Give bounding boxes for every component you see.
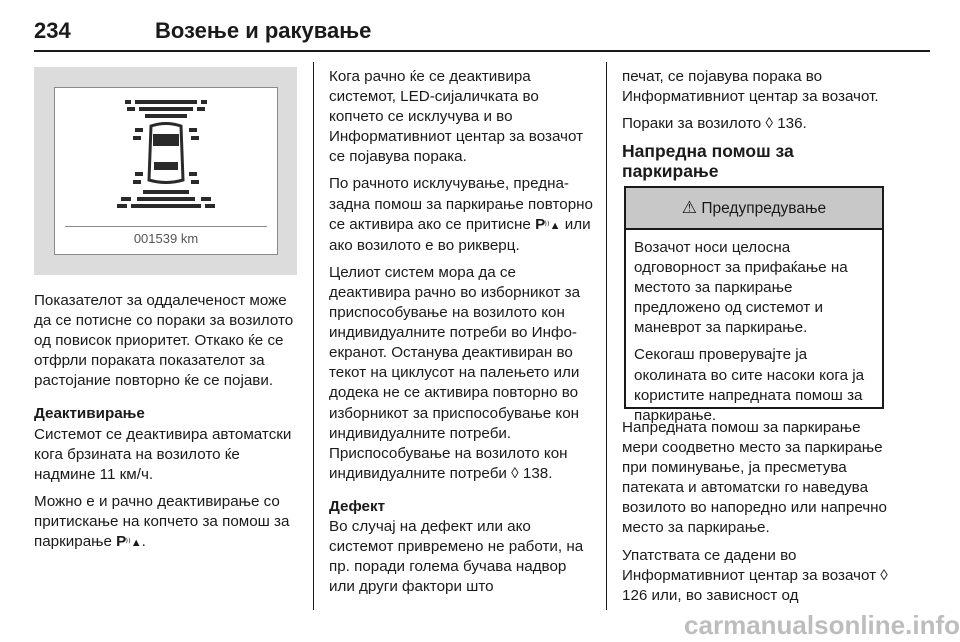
page-number: 234 (34, 18, 71, 43)
display-divider (65, 226, 267, 227)
header-rule (34, 50, 930, 52)
reference-arrow-icon: ◊ (511, 464, 519, 482)
section-heading-deactivation: Деактивирање (34, 405, 145, 423)
distance-bars-graphic (55, 88, 277, 228)
paragraph-text: Упатствата се дадени во Информативниот центар за возачот (622, 546, 877, 584)
page-reference[interactable]: 126 или, во зависност од (622, 586, 799, 604)
paragraph (34, 492, 300, 553)
park-assist-icon: P (535, 215, 545, 233)
page-title: Возење и ракување (155, 18, 372, 43)
paragraph-text: или ако возилото е во рикверц. (329, 215, 591, 254)
paragraph (329, 174, 595, 255)
column-divider (606, 62, 607, 610)
warning-box (624, 186, 884, 424)
punctuation: . (141, 533, 146, 551)
column-2 (329, 67, 595, 604)
paragraph: Системот се деактивира автоматски кога брзината на возилото ќе надмине 11 км/ч. (34, 425, 292, 483)
page-reference[interactable]: 138. (522, 464, 553, 482)
park-assist-icon: P (116, 533, 126, 551)
column-3 (622, 67, 888, 181)
warning-title: Предупредување (701, 200, 827, 217)
page-reference[interactable]: 136. (777, 115, 807, 133)
section-heading-advanced-park-assist: Напредна помош за паркирање (622, 141, 794, 182)
warning-triangle-icon: ⚠ (681, 198, 698, 217)
paragraph: Во случај на дефект или ако системот привремено не работи, на пр. поради голема бучава надвор или други фактори што (329, 517, 584, 596)
section-heading-defect: Дефект (329, 497, 386, 515)
odometer-reading: 001539 km (133, 231, 199, 246)
paragraph: Кога рачно ќе се деактивира системот, LED-сијаличката во копчето се исклучува и во Информативниот центар за возачот се појавува порака. (329, 68, 584, 166)
column-divider (313, 62, 314, 610)
display-screen (54, 87, 278, 255)
reference-arrow-icon: ◊ (765, 115, 773, 133)
warning-paragraph: Секогаш проверувајте ја околината во сите насоки кога ја користите напредната помош за паркирање. (634, 346, 865, 424)
paragraph-text: Можно е и рачно деактивирање со притискање на копчето за помош за паркирање (34, 492, 290, 551)
park-assist-waves-icon: ⁾⁾▲ (125, 537, 142, 550)
paragraph: печат, се појавува порака во Информативниот центар за возачот. (622, 68, 879, 106)
warning-paragraph: Возачот носи целосна одговорност за прифаќање на местото за паркирање предложено од системот и маневрот за паркирање. (634, 239, 848, 337)
paragraph (622, 546, 888, 606)
paragraph: Напредната помош за паркирање мери соодветно место за паркирање при поминување, ја пресметува патеката и автоматски го наведува возилото во напоредно или напречно место за паркирање. (622, 419, 888, 537)
paragraph (329, 263, 595, 484)
park-assist-waves-icon: ⁾⁾▲ (544, 219, 561, 232)
warning-body (626, 230, 882, 426)
warning-header (626, 188, 882, 230)
page-header (34, 14, 930, 48)
paragraph: Показателот за оддалеченост може да се потисне со пораки за возилото од повисок приоритет. Откако ќе се отфрли пораката показателот за растојание повторно ќе се појави. (34, 292, 294, 390)
reference-arrow-icon: ◊ (880, 566, 888, 584)
parking-sensor-figure (34, 67, 297, 275)
column-3-continued (622, 418, 888, 613)
column-1 (34, 291, 300, 560)
paragraph (622, 114, 888, 134)
paragraph-text: Целиот систем мора да се деактивира рачно во изборникот за приспособување на возилото кон индивидуалните потреби во Инфо-екранот. Останува деактивиран во текот на циклусот на палењето или додека не се активира повторно во изборникот за приспособување кон индивидуалните потреби. Приспособување на возилото кон индивидуалните потреби (329, 263, 581, 482)
paragraph-text: Пораки за возилото (622, 115, 762, 133)
paragraph-text: По рачното исклучување, предна-задна помош за паркирање повторно се активира ако се притисне (329, 175, 593, 233)
watermark: carmanualsonline.info (684, 610, 960, 640)
